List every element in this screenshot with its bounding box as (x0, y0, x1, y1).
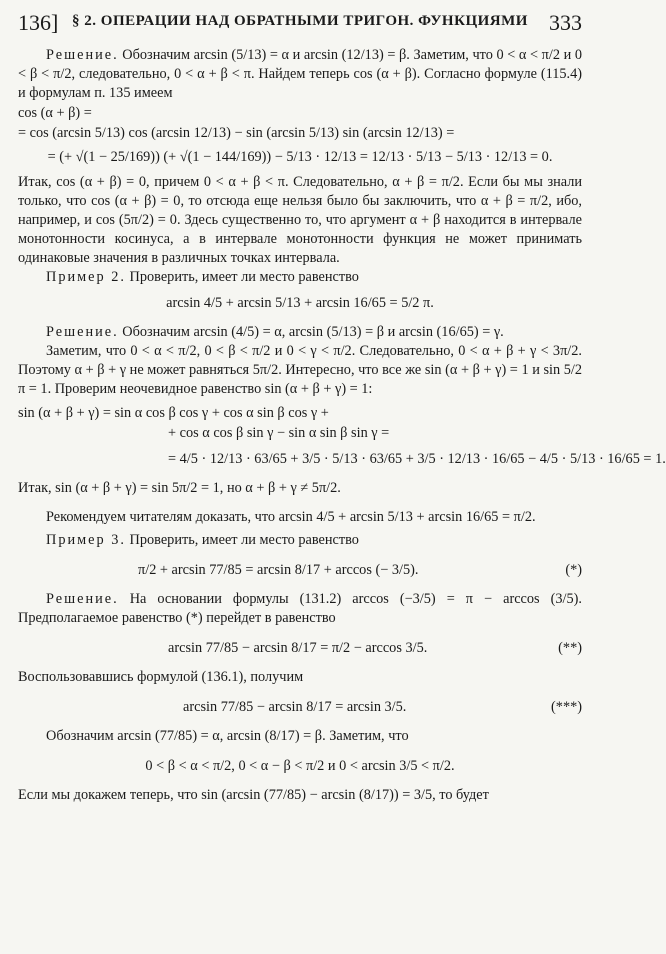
paragraph-exercise: Рекомендуем читателям доказать, что arcsin 4/5 + arcsin 5/13 + arcsin 16/65 = π/2. (46, 509, 536, 525)
equation-7: 0 < β < α < π/2, 0 < α − β < π/2 и 0 < arcsin 3/5 < π/2. (145, 758, 455, 774)
equation-1-line-2: = cos (arcsin 5/13) cos (arcsin 12/13) − sin (arcsin 5/13) sin (arcsin 12/13) = (18, 125, 455, 141)
equation-1-line-1: cos (α + β) = (18, 105, 92, 121)
example-3-paragraph (18, 531, 582, 550)
running-header (18, 10, 582, 38)
equation-5 (18, 638, 582, 658)
equation-3-line-2: + cos α cos β sin γ − sin α sin β sin γ = (168, 425, 390, 441)
section-number: 136] (18, 10, 59, 35)
solution-text: Обозначим arcsin (4/5) = α, arcsin (5/13) = β и arcsin (16/65) = γ. (122, 324, 504, 340)
equation-5-body: arcsin 77/85 − arcsin 8/17 = π/2 − arccos 3/5. (168, 640, 428, 656)
running-title: § 2. ОПЕРАЦИИ НАД ОБРАТНЫМИ ТРИГОН. ФУНКЦИЯМИ (72, 13, 528, 29)
equation-4-tag: (*) (565, 562, 582, 578)
paragraph-conclusion-1: Итак, cos (α + β) = 0, причем 0 < α + β < π. Следовательно, α + β = π/2. Если бы мы знали только, что cos (α + β) = 0, то отсюда еще нельзя было бы заключить, что α + β = π/2, ибо, например, и cos (5π/2) = 0. Здесь существенно то, что аргумент α + β находится в интервале монотонности косинуса, а в интервале монотонности функция не может принимать одинаковые значения в различных точках интервала. (18, 174, 582, 266)
solution-text: Обозначим arcsin (5/13) = α и arcsin (12/13) = β. Заметим, что 0 < α < π/2 и 0 < β < π/2, следовательно, 0 < α + β < π. Найдем теперь cos (α + β). Согласно формуле (115.4) и формулам п. 135 имеем (18, 47, 582, 101)
paragraph-observation: Заметим, что 0 < α < π/2, 0 < β < π/2 и 0 < γ < π/2. Следовательно, 0 < α + β + γ < 3π/2. Поэтому α + β + γ не может равняться 5π/2. Интересно, что все же sin (α + β + γ) = 1 и sin 5/2 π = 1. Проверим неочевидное равенство sin (α + β + γ) = 1: (18, 343, 582, 397)
equation-3-line-1: sin (α + β + γ) = sin α cos β cos γ + cos α sin β cos γ + (18, 405, 329, 421)
equation-6 (18, 697, 582, 717)
paragraph-formula-ref: Воспользовавшись формулой (136.1), получим (18, 669, 304, 685)
example-label: Пример 3. (46, 532, 126, 548)
paragraph-final: Если мы докажем теперь, что sin (arcsin (77/85) − arcsin (8/17)) = 3/5, то будет (18, 787, 489, 803)
example-text: Проверить, имеет ли место равенство (129, 269, 359, 285)
example-label: Пример 2. (46, 269, 126, 285)
equation-5-tag: (**) (558, 640, 582, 656)
solution-1-paragraph (18, 46, 582, 103)
page-number: 333 (549, 10, 582, 35)
equation-6-tag: (***) (551, 699, 582, 715)
equation-4 (18, 560, 582, 580)
page-body (18, 46, 666, 805)
solution-label: Решение. (46, 47, 119, 63)
paragraph-conclusion-2: Итак, sin (α + β + γ) = sin 5π/2 = 1, но α + β + γ ≠ 5π/2. (18, 480, 341, 496)
equation-3-line-3: = 4/5 · 12/13 · 63/65 + 3/5 · 5/13 · 63/65 + 3/5 · 12/13 · 16/65 − 4/5 · 5/13 · 16/65 = 1. (168, 451, 666, 467)
solution-2-paragraph (18, 323, 582, 342)
solution-label: Решение. (46, 324, 119, 340)
paragraph-notation: Обозначим arcsin (77/85) = α, arcsin (8/17) = β. Заметим, что (46, 728, 409, 744)
solution-label: Решение. (46, 591, 119, 607)
equation-1-line-3: = (+ √(1 − 25/169)) (+ √(1 − 144/169)) − 5/13 · 12/13 = 12/13 · 5/13 − 5/13 · 12/13 = 0. (47, 149, 553, 165)
solution-text: На основании формулы (131.2) arccos (−3/5) = π − arccos (3/5). Предполагаемое равенство (*) перейдет в равенство (18, 591, 582, 626)
equation-2: arcsin 4/5 + arcsin 5/13 + arcsin 16/65 = 5/2 π. (166, 295, 434, 311)
example-2-paragraph (18, 268, 582, 287)
solution-3-paragraph (18, 590, 582, 628)
equation-4-body: π/2 + arcsin 77/85 = arcsin 8/17 + arccos (− 3/5). (138, 562, 419, 578)
equation-6-body: arcsin 77/85 − arcsin 8/17 = arcsin 3/5. (183, 699, 407, 715)
example-text: Проверить, имеет ли место равенство (129, 532, 359, 548)
